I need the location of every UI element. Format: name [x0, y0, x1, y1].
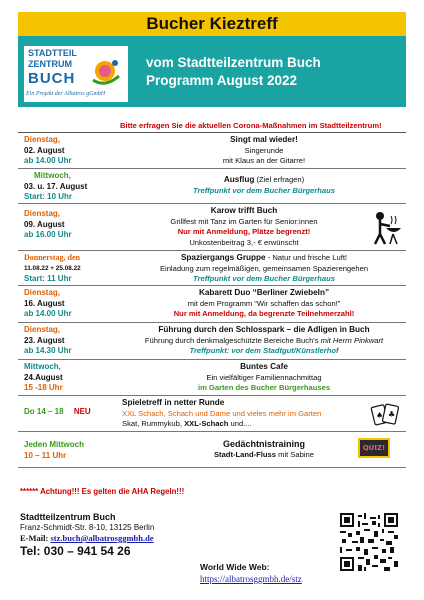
logo-sun-icon — [88, 54, 124, 90]
quiz-icon: QUIZ! — [358, 438, 390, 458]
footer-email — [20, 533, 320, 543]
event-when — [24, 171, 136, 203]
event-line: Grillfest mit Tanz im Garten für Senior:innen — [170, 216, 318, 226]
event-when — [24, 253, 136, 285]
event-day: Mittwoch, — [24, 362, 61, 371]
contact-footer — [20, 512, 320, 558]
event-details — [126, 253, 402, 285]
page-title: Bucher Kieztreff — [18, 12, 406, 36]
event-time: ab 14.30 Uhr — [24, 346, 72, 355]
aha-notice: ****** Achtung!!! Es gelten die AHA Regeln!!! — [20, 487, 185, 496]
event-line: Einladung zum regelmäßigen, gemeinsamen Spazierengehen — [159, 263, 369, 273]
event-line-suffix: mit Sabine — [278, 449, 315, 459]
event-row — [18, 133, 406, 169]
footer-phone: Tel: 030 – 941 54 26 — [20, 544, 131, 558]
event-title-suffix: (Ziel erfragen) — [256, 175, 305, 184]
event-row — [18, 286, 406, 323]
event-details — [126, 135, 402, 167]
event-row — [18, 204, 406, 251]
event-line: mit dem Programm “Wir schaffen das schon!” — [187, 298, 341, 308]
event-row — [18, 396, 406, 432]
event-line: Ein vielfältiger Familiennachmittag — [206, 372, 322, 382]
event-row — [18, 251, 406, 286]
event-row — [18, 323, 406, 360]
event-details — [126, 362, 402, 394]
event-line: Unkostenbeitrag 3,- € erwünscht — [189, 237, 299, 247]
event-line: Stadt-Land-Fluss — [213, 449, 276, 459]
event-title-suffix: - Natur und frische Luft! — [267, 253, 348, 262]
event-when — [24, 325, 136, 357]
event-day: Jeden Mittwoch — [24, 440, 85, 449]
logo-line-2: ZENTRUM — [28, 59, 72, 69]
svg-text:♣: ♣ — [388, 410, 396, 419]
event-details — [126, 325, 402, 357]
event-date: 24.August — [24, 372, 63, 382]
grill-icon — [370, 210, 402, 246]
event-day: Do 14 – 18 — [24, 407, 64, 416]
event-time: 10 – 11 Uhr — [24, 450, 67, 460]
event-title: Gedächtnistraining — [222, 439, 305, 449]
website-block — [200, 562, 302, 584]
event-time: ab 16.00 Uhr — [24, 230, 72, 239]
event-location: im Garten des Bucher Bürgerhauses — [197, 383, 331, 392]
logo-tagline: Ein Projekt der Albatros gGmbH — [26, 91, 106, 97]
event-day: Dienstag, — [24, 325, 61, 334]
event-details — [122, 398, 362, 430]
event-title: Ausflug — [223, 175, 255, 184]
svg-text:♠: ♠ — [376, 411, 384, 420]
email-label: E-Mail: — [20, 533, 49, 543]
corona-notice: Bitte erfragen Sie die aktuellen Corona-Maßnahmen im Stadtteilzentrum! — [120, 121, 382, 130]
event-date: 03. u. 17. August — [24, 181, 88, 191]
event-when — [24, 209, 136, 241]
website-label: World Wide Web: — [200, 562, 270, 572]
event-title: Kabarett Duo “Berliner Zwiebeln” — [198, 288, 330, 297]
event-line-end: und.... — [230, 419, 252, 428]
event-day: Dienstag, — [24, 209, 61, 218]
event-row — [18, 360, 406, 396]
event-title: Spaziergangs Gruppe — [180, 253, 266, 262]
event-date: 09. August — [24, 219, 65, 229]
event-registration-note: Nur mit Anmeldung, Plätze begrenzt! — [177, 227, 311, 236]
event-date: 23. August — [24, 335, 65, 345]
event-when — [24, 407, 136, 418]
footer-name: Stadtteilzentrum Buch — [20, 512, 116, 522]
event-line: Führung durch denkmalgeschützte Bereiche Buch's — [144, 335, 319, 345]
qr-code-icon — [340, 513, 398, 571]
email-link[interactable]: stz.buch@albatrosggmbh.de — [50, 533, 154, 543]
event-line-suffix: mit Herrn Pinkwart — [320, 335, 384, 345]
event-line: Singerunde — [244, 145, 284, 155]
event-when — [24, 135, 136, 167]
new-badge: NEU — [73, 407, 91, 416]
program-table — [18, 132, 406, 468]
logo — [24, 46, 128, 102]
event-title: Führung durch den Schlosspark – die Adligen in Buch — [158, 325, 370, 334]
event-day: Dienstag, — [24, 288, 61, 297]
event-details — [122, 206, 366, 248]
event-line-bold: XXL-Schach — [184, 419, 229, 428]
event-time: ab 14.00 Uhr — [24, 309, 72, 318]
event-date: 02. August — [24, 145, 65, 155]
event-title: Karow trifft Buch — [210, 206, 278, 215]
event-when — [24, 440, 136, 461]
event-details — [126, 175, 402, 196]
event-title: Spieletreff in netter Runde — [122, 398, 225, 407]
event-time: Start: 11 Uhr — [24, 274, 72, 283]
event-registration-note: Nur mit Anmeldung, da begrenzte Teilnehmerzahl! — [173, 309, 355, 318]
event-time: 15 -18 Uhr — [24, 383, 63, 392]
event-day: Dienstag, — [24, 135, 61, 144]
event-meeting-point: Treffpunkt: vor dem Stadtgut/Künstlerhof — [189, 346, 339, 355]
logo-line-3: BUCH — [28, 70, 76, 87]
header-banner — [18, 36, 406, 107]
event-day: Mittwoch, — [34, 171, 71, 180]
logo-line-1: STADTTEIL — [28, 48, 77, 58]
website-link[interactable]: https://albatrosggmbh.de/stz — [200, 574, 302, 584]
event-title: Singt mal wieder! — [230, 135, 298, 144]
event-line: mit Klaus an der Gitarre! — [222, 156, 306, 165]
playing-cards-icon — [370, 402, 400, 428]
event-day: Donnerstag, den — [24, 253, 81, 262]
event-date: 11.08.22 + 25.08.22 — [24, 264, 81, 272]
banner-subtitle-line-2: Programm August 2022 — [146, 73, 298, 88]
event-time: Start: 10 Uhr — [24, 192, 73, 201]
banner-subtitle-line-1: vom Stadtteilzentrum Buch — [146, 55, 321, 70]
event-line: XXL Schach, Schach und Dame und vieles mehr im Garten — [122, 408, 322, 418]
event-line: Skat, Rummykub, — [122, 419, 182, 428]
event-when — [24, 362, 136, 394]
event-title: Buntes Cafe — [240, 362, 288, 371]
event-date: 16. August — [24, 298, 65, 308]
banner-subtitle — [146, 54, 401, 90]
event-row — [18, 432, 406, 468]
event-when — [24, 288, 136, 320]
footer-address: Franz-Schmidt-Str. 8-10, 13125 Berlin — [20, 523, 155, 532]
event-row — [18, 169, 406, 204]
event-details — [126, 288, 402, 320]
event-meeting-point: Treffpunkt vor dem Bucher Bürgerhaus — [193, 185, 335, 195]
event-time: ab 14.00 Uhr — [24, 156, 72, 165]
event-meeting-point: Treffpunkt vor dem Bucher Bürgerhaus — [193, 274, 335, 283]
